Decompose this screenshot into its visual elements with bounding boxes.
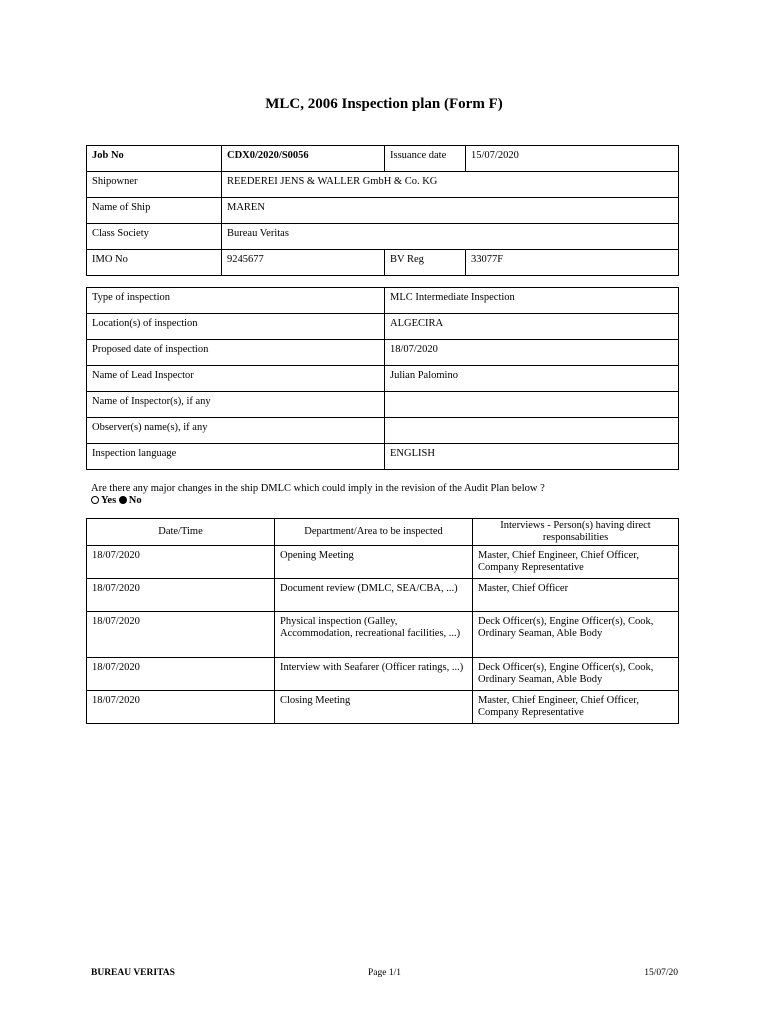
- radio-yes-icon[interactable]: [91, 496, 99, 504]
- inspectors-label: Name of Inspector(s), if any: [87, 392, 385, 418]
- observers-value: [385, 418, 679, 444]
- table-row: [87, 172, 679, 198]
- job-info-table: [86, 145, 679, 276]
- header-date-time: Date/Time: [87, 519, 275, 546]
- inspectors-value: [385, 392, 679, 418]
- table-row: [87, 288, 679, 314]
- row-persons: Deck Officer(s), Engine Officer(s), Cook, Ordinary Seaman, Able Body: [473, 612, 679, 658]
- proposed-date-value: 18/07/2020: [385, 340, 679, 366]
- footer-date: 15/07/20: [644, 968, 678, 978]
- table-row: [87, 392, 679, 418]
- row-date: 18/07/2020: [87, 691, 275, 724]
- table-row: [87, 579, 679, 612]
- row-date: 18/07/2020: [87, 612, 275, 658]
- proposed-date-label: Proposed date of inspection: [87, 340, 385, 366]
- header-interviews: Interviews - Person(s) having direct responsabilities: [473, 519, 679, 546]
- row-area: Document review (DMLC, SEA/CBA, ...): [275, 579, 473, 612]
- table-row: [87, 146, 679, 172]
- radio-no-icon[interactable]: [119, 496, 127, 504]
- lead-inspector-value: Julian Palomino: [385, 366, 679, 392]
- language-value: ENGLISH: [385, 444, 679, 470]
- row-area: Interview with Seafarer (Officer ratings, ...): [275, 658, 473, 691]
- option-no-label: No: [128, 495, 142, 506]
- issuance-date-value: 15/07/2020: [466, 146, 679, 172]
- inspection-plan-table: [86, 518, 679, 724]
- table-row: [87, 340, 679, 366]
- observers-label: Observer(s) name(s), if any: [87, 418, 385, 444]
- row-persons: Deck Officer(s), Engine Officer(s), Cook, Ordinary Seaman, Able Body: [473, 658, 679, 691]
- language-label: Inspection language: [87, 444, 385, 470]
- job-no-value: CDX0/2020/S0056: [222, 146, 385, 172]
- ship-name-label: Name of Ship: [87, 198, 222, 224]
- row-persons: Master, Chief Officer: [473, 579, 679, 612]
- row-area: Opening Meeting: [275, 546, 473, 579]
- shipowner-value: REEDEREI JENS & WALLER GmbH & Co. KG: [222, 172, 679, 198]
- row-date: 18/07/2020: [87, 658, 275, 691]
- table-row: [87, 612, 679, 658]
- row-area: Physical inspection (Galley, Accommodation, recreational facilities, ...): [275, 612, 473, 658]
- location-value: ALGECIRA: [385, 314, 679, 340]
- dmlc-question: [91, 483, 545, 507]
- page-title: MLC, 2006 Inspection plan (Form F): [265, 96, 503, 112]
- table-row: [87, 444, 679, 470]
- table-row: [87, 250, 679, 276]
- row-persons: Master, Chief Engineer, Chief Officer, Company Representative: [473, 691, 679, 724]
- row-persons: Master, Chief Engineer, Chief Officer, Company Representative: [473, 546, 679, 579]
- inspection-info-table: [86, 287, 679, 470]
- job-no-label: Job No: [87, 146, 222, 172]
- lead-inspector-label: Name of Lead Inspector: [87, 366, 385, 392]
- imo-value: 9245677: [222, 250, 385, 276]
- row-date: 18/07/2020: [87, 546, 275, 579]
- footer-page-number: Page 1/1: [368, 968, 401, 978]
- issuance-date-label: Issuance date: [385, 146, 466, 172]
- bv-reg-value: 33077F: [466, 250, 679, 276]
- shipowner-label: Shipowner: [87, 172, 222, 198]
- table-row: [87, 224, 679, 250]
- option-yes-label: Yes: [101, 495, 117, 506]
- table-header-row: [87, 519, 679, 546]
- table-row: [87, 546, 679, 579]
- row-area: Closing Meeting: [275, 691, 473, 724]
- table-row: [87, 314, 679, 340]
- class-society-value: Bureau Veritas: [222, 224, 679, 250]
- table-row: [87, 418, 679, 444]
- table-row: [87, 198, 679, 224]
- ship-name-value: MAREN: [222, 198, 679, 224]
- imo-label: IMO No: [87, 250, 222, 276]
- question-text: Are there any major changes in the ship DMLC which could imply in the revision of the Audit Plan below ?: [91, 483, 545, 494]
- table-row: [87, 691, 679, 724]
- location-label: Location(s) of inspection: [87, 314, 385, 340]
- inspection-type-label: Type of inspection: [87, 288, 385, 314]
- header-department: Department/Area to be inspected: [275, 519, 473, 546]
- table-row: [87, 366, 679, 392]
- question-options: [91, 495, 545, 507]
- table-row: [87, 658, 679, 691]
- footer-company: BUREAU VERITAS: [91, 968, 175, 978]
- class-society-label: Class Society: [87, 224, 222, 250]
- bv-reg-label: BV Reg: [385, 250, 466, 276]
- row-date: 18/07/2020: [87, 579, 275, 612]
- inspection-type-value: MLC Intermediate Inspection: [385, 288, 679, 314]
